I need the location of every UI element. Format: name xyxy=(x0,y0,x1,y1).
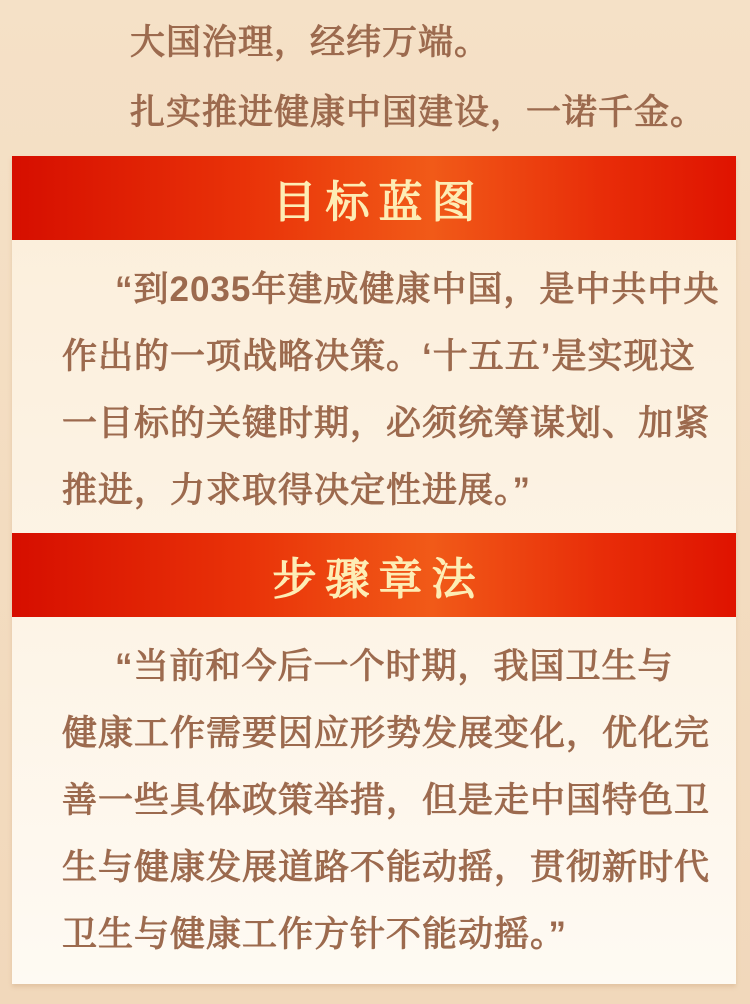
quote-steps-line-2: 健康工作需要因应形势发展变化，优化完 xyxy=(62,714,711,753)
intro-section xyxy=(62,8,730,148)
quote-steps-line-5: 卫生与健康工作方针不能动摇。” xyxy=(62,915,568,954)
section-title-steps: 步骤章法 xyxy=(272,555,485,604)
content-card xyxy=(12,156,736,984)
quote-steps-line-4: 生与健康发展道路不能动摇，贯彻新时代 xyxy=(62,848,711,887)
intro-line-1: 大国治理，经纬万端。 xyxy=(130,23,491,62)
quote-block-steps xyxy=(12,617,736,984)
section-title-goal: 目标蓝图 xyxy=(272,178,485,227)
quote-goal-line-4: 推进，力求取得决定性进展。” xyxy=(62,471,532,510)
quote-steps-line-1: “当前和今后一个时期，我国卫生与 xyxy=(115,647,674,686)
section-banner-goal xyxy=(12,156,736,240)
quote-goal-line-1: “到2035年建成健康中国，是中共中央 xyxy=(115,270,720,309)
quote-block-goal xyxy=(12,240,736,533)
quote-goal-line-3: 一目标的关键时期，必须统筹谋划、加紧 xyxy=(62,404,711,443)
section-banner-steps xyxy=(12,533,736,617)
intro-line-2: 扎实推进健康中国建设，一诺千金。 xyxy=(130,93,707,132)
quote-goal-line-2: 作出的一项战略决策。‘十五五’是实现这 xyxy=(62,337,696,376)
quote-steps-line-3: 善一些具体政策举措，但是走中国特色卫 xyxy=(62,781,711,820)
